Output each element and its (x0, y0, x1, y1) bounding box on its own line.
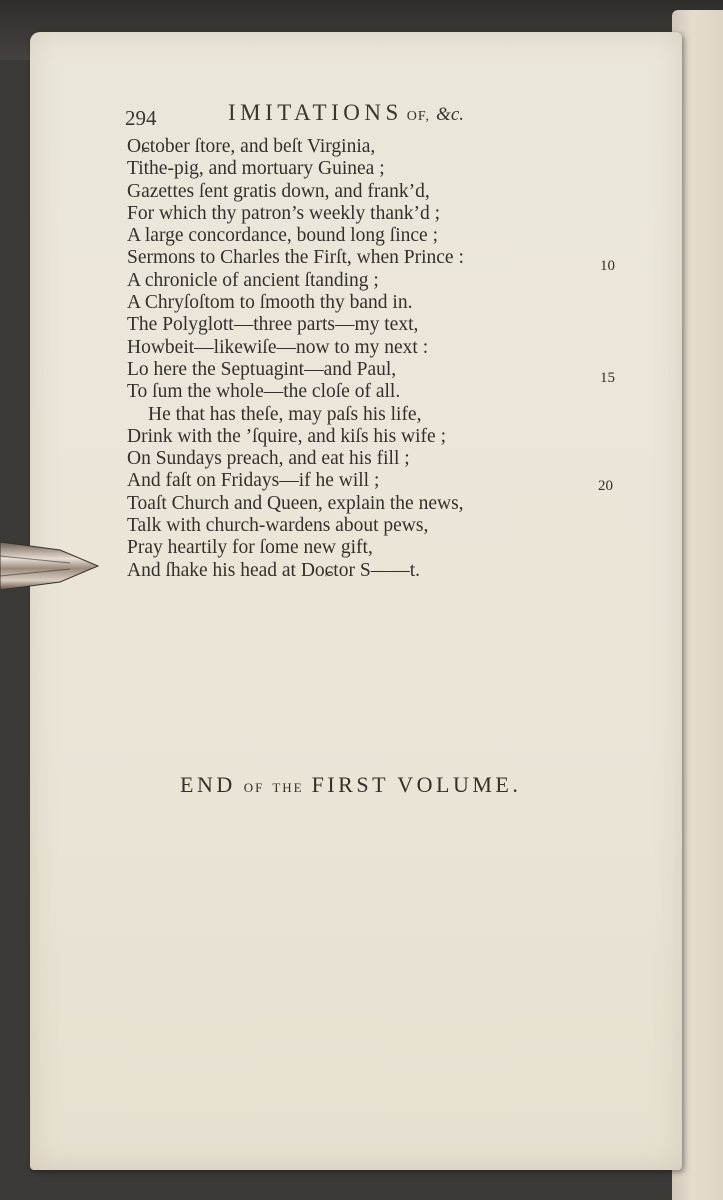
metal-page-clip (0, 536, 100, 596)
poem-line: Talk with church-wardens about pews, (127, 515, 429, 537)
poem-line: To ſum the whole—the cloſe of all. (127, 381, 401, 403)
running-head-title: IMITATIONS (228, 100, 403, 125)
poem-line: Toaſt Church and Queen, explain the news, (127, 492, 464, 514)
end-word: END (180, 772, 236, 797)
end-of-word: OF (243, 780, 265, 795)
poem-line: For which thy patron’s weekly thank’d ; (127, 202, 441, 224)
poem-line: He that has theſe, may paſs his life, (148, 403, 422, 425)
line-number-15: 15 (600, 370, 615, 386)
poem-line: A Chryſoſtom to ſmooth thy band in. (127, 292, 413, 314)
poem-line: And faſt on Fridays—if he will ; (127, 470, 380, 492)
poem-text (127, 136, 464, 582)
poem-line: A large concordance, bound long ſince ; (127, 225, 439, 247)
poem-line: Howbeit—likewiſe—now to my next : (127, 336, 429, 358)
page-number: 294 (125, 106, 157, 130)
poem-line: Oɕtober ſtore, and beſt Virginia, (127, 136, 376, 157)
poem-line: A chronicle of ancient ſtanding ; (127, 269, 379, 291)
running-head-etc: &c. (436, 104, 465, 125)
poem-line: The Polyglott—three parts—my text, (127, 314, 419, 336)
end-of-volume-note (180, 772, 521, 798)
poem-line: Lo here the Septuagint—and Paul, (127, 358, 397, 380)
poem-line: Pray heartily for ſome new gift, (127, 537, 373, 559)
running-head-of: OF, (406, 109, 431, 124)
poem-line: On Sundays preach, and eat his fill ; (127, 448, 410, 470)
running-head (228, 100, 464, 126)
poem-line: Sermons to Charles the Firſt, when Prince : (127, 247, 464, 269)
poem-line: And ſhake his head at Doɕtor S——t. (127, 559, 420, 581)
end-first-volume: FIRST VOLUME. (311, 772, 522, 797)
poem-line: Gazettes ſent gratis down, and frank’d, (127, 180, 430, 202)
line-number-20: 20 (598, 478, 613, 494)
end-the-word: THE (272, 780, 304, 795)
book-page (30, 32, 682, 1170)
poem-line: Tithe-pig, and mortuary Guinea ; (127, 158, 385, 180)
poem-line: Drink with the ’ſquire, and kiſs his wife ; (127, 425, 446, 447)
line-number-10: 10 (600, 258, 615, 274)
